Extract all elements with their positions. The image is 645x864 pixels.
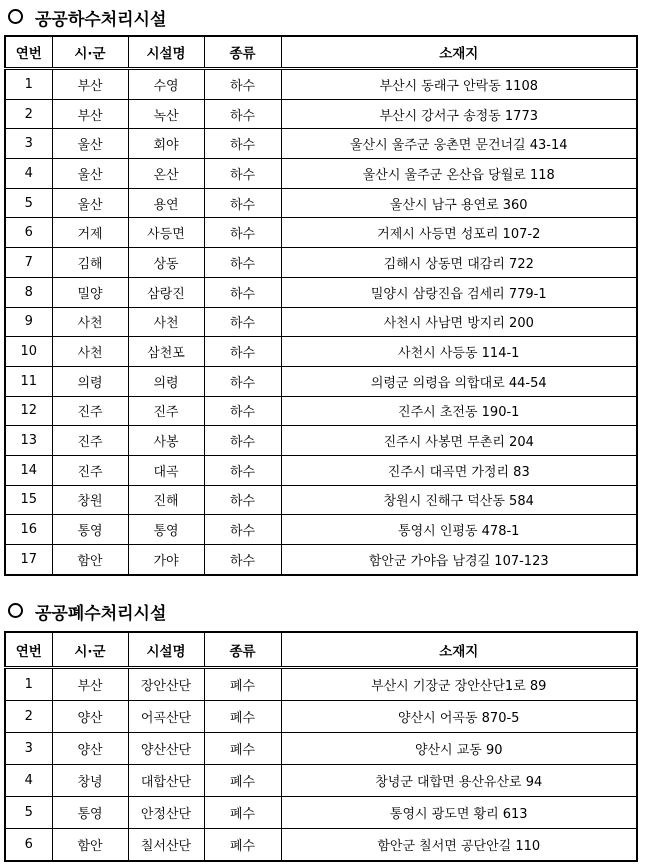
table-row [5, 668, 637, 701]
cell-col-type: 하수 [204, 218, 281, 248]
table-row [5, 701, 637, 733]
cell-col-city: 양산 [52, 733, 128, 765]
cell-col-number: 14 [5, 455, 52, 485]
table-row [5, 426, 637, 456]
cell-col-type: 폐수 [204, 701, 281, 733]
cell-col-type: 폐수 [204, 797, 281, 829]
cell-col-city: 거제 [52, 218, 128, 248]
cell-col-facility: 삼랑진 [128, 277, 204, 307]
cell-col-type: 하수 [204, 426, 281, 456]
cell-col-address: 거제시 사등면 성포리 107-2 [281, 218, 637, 248]
cell-col-facility: 수영 [128, 69, 204, 100]
table-row [5, 218, 637, 248]
section-title-text: 공공하수처리시설 [35, 10, 167, 30]
cell-col-facility: 녹산 [128, 99, 204, 129]
cell-col-address: 사천시 사남면 방지리 200 [281, 307, 637, 337]
cell-col-facility: 양산산단 [128, 733, 204, 765]
cell-col-number: 4 [5, 159, 52, 189]
cell-col-address: 울산시 울주군 웅촌면 문건너길 43-14 [281, 129, 637, 159]
table-header-row [5, 632, 637, 668]
cell-col-type: 폐수 [204, 765, 281, 797]
cell-col-type: 하수 [204, 248, 281, 278]
cell-col-address: 진주시 대곡면 가정리 83 [281, 455, 637, 485]
table-row [5, 545, 637, 575]
table-row [5, 366, 637, 396]
table-header-row [5, 36, 637, 69]
header-col-address: 소재지 [281, 632, 637, 668]
cell-col-number: 2 [5, 99, 52, 129]
cell-col-address: 함안군 칠서면 공단안길 110 [281, 829, 637, 862]
cell-col-city: 울산 [52, 159, 128, 189]
cell-col-facility: 칠서산단 [128, 829, 204, 862]
cell-col-city: 부산 [52, 99, 128, 129]
table-row [5, 188, 637, 218]
cell-col-type: 폐수 [204, 668, 281, 701]
cell-col-type: 하수 [204, 99, 281, 129]
header-col-type: 종류 [204, 36, 281, 69]
cell-col-number: 6 [5, 829, 52, 862]
cell-col-city: 창녕 [52, 765, 128, 797]
table-row [5, 733, 637, 765]
table-row [5, 797, 637, 829]
cell-col-city: 김해 [52, 248, 128, 278]
cell-col-number: 2 [5, 701, 52, 733]
cell-col-number: 17 [5, 545, 52, 575]
cell-col-facility: 상동 [128, 248, 204, 278]
cell-col-number: 3 [5, 733, 52, 765]
cell-col-facility: 용연 [128, 188, 204, 218]
cell-col-number: 1 [5, 668, 52, 701]
cell-col-city: 양산 [52, 701, 128, 733]
cell-col-city: 진주 [52, 455, 128, 485]
cell-col-address: 창녕군 대합면 용산유산로 94 [281, 765, 637, 797]
table-row [5, 69, 637, 100]
cell-col-address: 창원시 진해구 덕산동 584 [281, 485, 637, 515]
cell-col-address: 울산시 울주군 온산읍 당월로 118 [281, 159, 637, 189]
table-row [5, 829, 637, 862]
cell-col-city: 사천 [52, 307, 128, 337]
cell-col-city: 통영 [52, 515, 128, 545]
header-col-facility: 시설명 [128, 36, 204, 69]
cell-col-number: 6 [5, 218, 52, 248]
cell-col-address: 통영시 광도면 황리 613 [281, 797, 637, 829]
table-row [5, 337, 637, 367]
cell-col-facility: 가야 [128, 545, 204, 575]
table-row [5, 396, 637, 426]
cell-col-city: 진주 [52, 426, 128, 456]
cell-col-city: 함안 [52, 829, 128, 862]
cell-col-address: 진주시 사봉면 무촌리 204 [281, 426, 637, 456]
cell-col-type: 하수 [204, 396, 281, 426]
cell-col-type: 하수 [204, 129, 281, 159]
table-row [5, 515, 637, 545]
cell-col-address: 울산시 남구 용연로 360 [281, 188, 637, 218]
section-title-text: 공공폐수처리시설 [35, 604, 167, 624]
cell-col-city: 부산 [52, 69, 128, 100]
cell-col-facility: 어곡산단 [128, 701, 204, 733]
cell-col-number: 5 [5, 188, 52, 218]
cell-col-number: 11 [5, 366, 52, 396]
circle-bullet-icon [8, 603, 23, 618]
cell-col-type: 하수 [204, 159, 281, 189]
cell-col-facility: 사봉 [128, 426, 204, 456]
cell-col-city: 함안 [52, 545, 128, 575]
cell-col-type: 폐수 [204, 733, 281, 765]
table-row [5, 99, 637, 129]
table-row [5, 307, 637, 337]
cell-col-address: 통영시 인평동 478-1 [281, 515, 637, 545]
cell-col-city: 진주 [52, 396, 128, 426]
cell-col-facility: 사등면 [128, 218, 204, 248]
cell-col-number: 1 [5, 69, 52, 100]
cell-col-number: 15 [5, 485, 52, 515]
cell-col-city: 통영 [52, 797, 128, 829]
cell-col-number: 4 [5, 765, 52, 797]
cell-col-number: 10 [5, 337, 52, 367]
cell-col-address: 부산시 기장군 장안산단1로 89 [281, 668, 637, 701]
cell-col-facility: 통영 [128, 515, 204, 545]
cell-col-address: 양산시 어곡동 870-5 [281, 701, 637, 733]
cell-col-facility: 장안산단 [128, 668, 204, 701]
cell-col-city: 사천 [52, 337, 128, 367]
cell-col-address: 부산시 동래구 안락동 1108 [281, 69, 637, 100]
header-col-type: 종류 [204, 632, 281, 668]
table-row [5, 455, 637, 485]
cell-col-number: 16 [5, 515, 52, 545]
header-col-city: 시·군 [52, 632, 128, 668]
cell-col-address: 양산시 교동 90 [281, 733, 637, 765]
cell-col-facility: 사천 [128, 307, 204, 337]
cell-col-type: 하수 [204, 277, 281, 307]
cell-col-city: 의령 [52, 366, 128, 396]
cell-col-type: 하수 [204, 515, 281, 545]
cell-col-city: 울산 [52, 129, 128, 159]
cell-col-address: 김해시 상동면 대감리 722 [281, 248, 637, 278]
cell-col-type: 하수 [204, 485, 281, 515]
cell-col-facility: 대곡 [128, 455, 204, 485]
section-title-wastewater [8, 599, 166, 624]
cell-col-number: 13 [5, 426, 52, 456]
cell-col-type: 하수 [204, 69, 281, 100]
table-row [5, 485, 637, 515]
cell-col-address: 의령군 의령읍 의합대로 44-54 [281, 366, 637, 396]
wastewater-facilities-table [4, 631, 638, 862]
cell-col-city: 부산 [52, 668, 128, 701]
header-col-number: 연번 [5, 36, 52, 69]
section-title-sewage [8, 5, 166, 30]
cell-col-type: 하수 [204, 337, 281, 367]
cell-col-city: 창원 [52, 485, 128, 515]
circle-bullet-icon [8, 9, 23, 24]
cell-col-facility: 의령 [128, 366, 204, 396]
cell-col-facility: 진해 [128, 485, 204, 515]
table-row [5, 159, 637, 189]
sewage-facilities-table [4, 35, 638, 576]
cell-col-facility: 온산 [128, 159, 204, 189]
cell-col-type: 하수 [204, 455, 281, 485]
cell-col-address: 진주시 초전동 190-1 [281, 396, 637, 426]
cell-col-number: 9 [5, 307, 52, 337]
cell-col-address: 사천시 사등동 114-1 [281, 337, 637, 367]
cell-col-facility: 삼천포 [128, 337, 204, 367]
cell-col-address: 밀양시 삼랑진읍 검세리 779-1 [281, 277, 637, 307]
cell-col-number: 3 [5, 129, 52, 159]
cell-col-address: 함안군 가야읍 남경길 107-123 [281, 545, 637, 575]
cell-col-city: 밀양 [52, 277, 128, 307]
cell-col-number: 7 [5, 248, 52, 278]
cell-col-number: 5 [5, 797, 52, 829]
header-col-number: 연번 [5, 632, 52, 668]
cell-col-facility: 안정산단 [128, 797, 204, 829]
cell-col-address: 부산시 강서구 송정동 1773 [281, 99, 637, 129]
cell-col-number: 12 [5, 396, 52, 426]
cell-col-type: 하수 [204, 307, 281, 337]
table-row [5, 765, 637, 797]
cell-col-city: 울산 [52, 188, 128, 218]
header-col-facility: 시설명 [128, 632, 204, 668]
table-row [5, 129, 637, 159]
header-col-address: 소재지 [281, 36, 637, 69]
cell-col-facility: 회야 [128, 129, 204, 159]
cell-col-type: 하수 [204, 545, 281, 575]
cell-col-number: 8 [5, 277, 52, 307]
cell-col-type: 폐수 [204, 829, 281, 862]
table-row [5, 248, 637, 278]
cell-col-facility: 대합산단 [128, 765, 204, 797]
table-row [5, 277, 637, 307]
cell-col-type: 하수 [204, 366, 281, 396]
cell-col-facility: 진주 [128, 396, 204, 426]
header-col-city: 시·군 [52, 36, 128, 69]
cell-col-type: 하수 [204, 188, 281, 218]
